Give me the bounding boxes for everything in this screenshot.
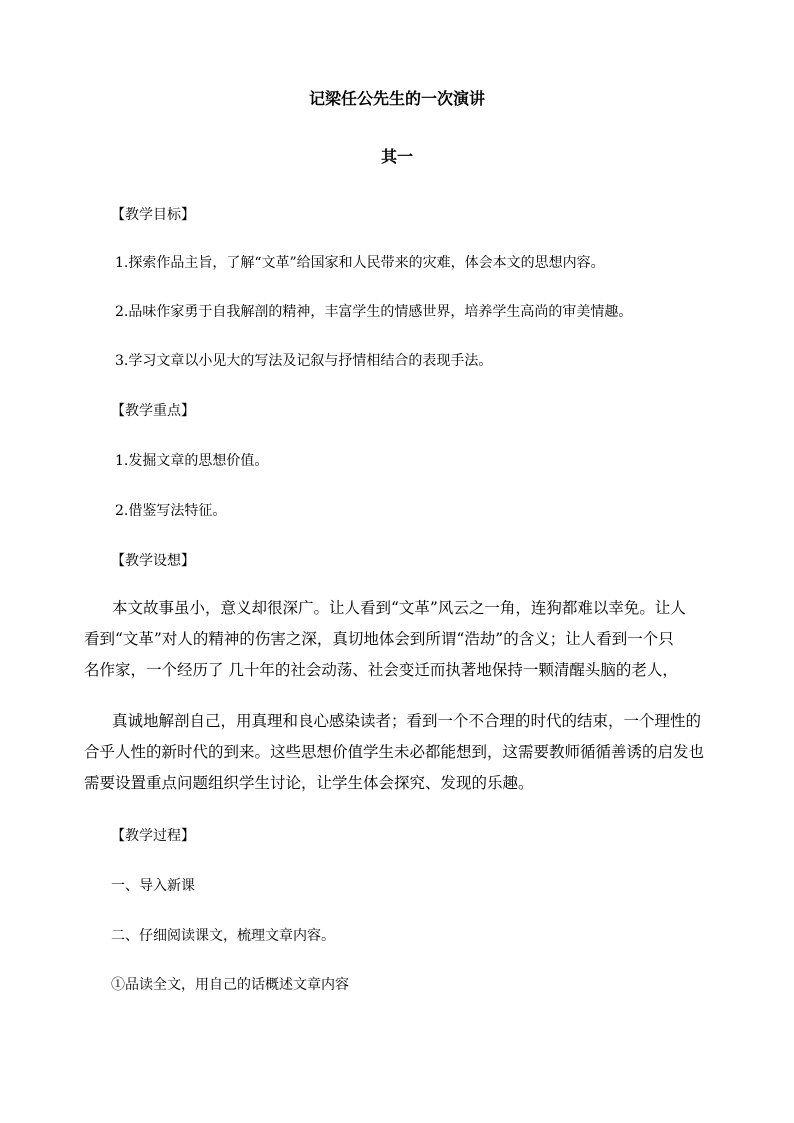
goal-item-3: 3.学习文章以小见大的写法及记叙与抒情相结合的表现手法。 [115, 353, 493, 369]
goal-item-1: 1.探索作品主旨，了解“文革”给国家和人民带来的灾难，体会本文的思想内容。 [115, 255, 605, 271]
process-step-2: 二、仔细阅读课文，梳理文章内容。 [111, 928, 335, 944]
process-step-2-sub: ①品读全文，用自己的话概述文章内容 [111, 977, 349, 993]
process-heading: 【教学过程】 [111, 828, 195, 844]
idea-heading: 【教学设想】 [111, 553, 195, 569]
idea-paragraph-2 [84, 706, 716, 799]
process-step-1: 一、导入新课 [111, 878, 195, 894]
document-subtitle: 其一 [380, 147, 413, 166]
paragraph-line: 看到“文革”对人的精神的伤害之深，真切地体会到所谓“浩劫”的含义；让人看到一个只 [84, 630, 674, 648]
focus-item-1: 1.发掘文章的思想价值。 [115, 453, 269, 469]
paragraph-line: 合乎人性的新时代的到来。这些思想价值学生未必都能想到，这需要教师循循善诱的启发也 [84, 743, 705, 761]
paragraph-line: 名作家，一个经历了 几十年的社会动荡、社会变迁而执著地保持一颗清醒头脑的老人， [84, 661, 678, 679]
paragraph-line: 需要设置重点问题组织学生讨论，让学生体会探究、发现的乐趣。 [84, 774, 534, 792]
focus-heading: 【教学重点】 [111, 403, 195, 419]
paragraph-line: 真诚地解剖自己，用真理和良心感染读者；看到一个不合理的时代的结束，一个理性的 [112, 712, 702, 730]
goals-heading: 【教学目标】 [111, 207, 195, 223]
paragraph-line: 本文故事虽小，意义却很深广。让人看到“文革”风云之一角，连狗都难以幸免。让人 [112, 599, 686, 617]
focus-item-2: 2.借鉴写法特征。 [115, 503, 227, 519]
idea-paragraph-1 [84, 593, 716, 686]
document-title: 记梁任公先生的一次演讲 [308, 89, 485, 108]
goal-item-2: 2.品味作家勇于自我解剖的精神，丰富学生的情感世界，培养学生高尚的审美情趣。 [115, 304, 633, 320]
